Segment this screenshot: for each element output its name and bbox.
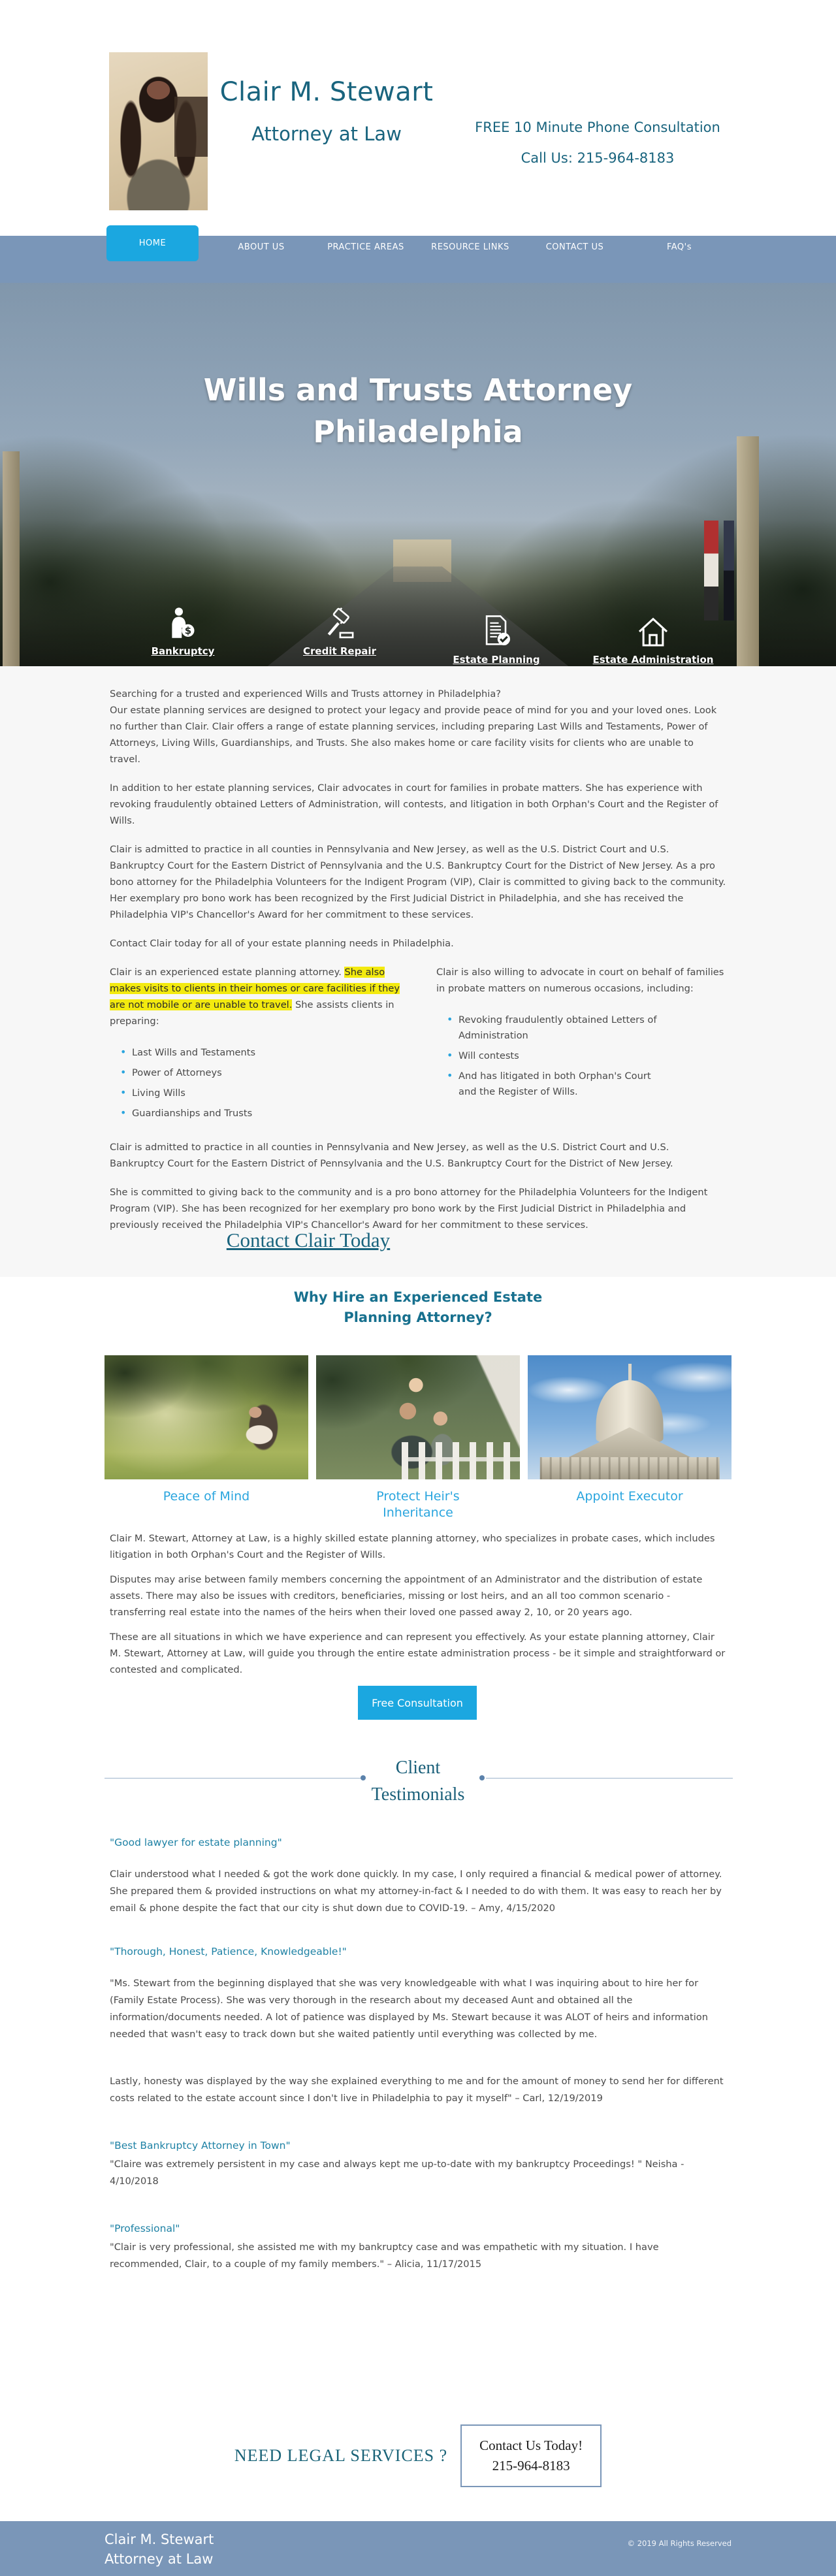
testimonial-body: Clair understood what I needed & got the work done quickly. In my case, I only required a financial & medical power of attorney. She prepared them & provided instructions on what my attorney-in-fact & I needed to do with them. It was easy to reach her by email & phone despite the fact that our city is shut down due to COVID-19. – Amy, 4/15/2020	[110, 1869, 722, 1914]
intro-section	[0, 666, 836, 1277]
card-caption: Appoint Executor	[576, 1489, 683, 1504]
why-paragraph-3: These are all situations in which we have experience and can represent you effectively. As your estate planning attorney, Clair M. Stewart, Attorney at Law, will guide you through the entire estate administration process - be it simple and straightforward or contested and complicated.	[110, 1632, 726, 1675]
services-left-after: She assists clients in preparing:	[110, 999, 394, 1027]
why-heading-line1: Why Hire an Experienced Estate	[293, 1289, 543, 1305]
nav-item-about-us[interactable]: ABOUT US	[238, 242, 285, 252]
capitol-pediment	[566, 1427, 692, 1458]
intro-paragraph-3: Clair is admitted to practice in all counties in Pennsylvania and New Jersey, as well as the U.S. District Court and U.S. Bankruptcy Court for the Eastern District of Pennsylvania and the U.S. Bankruptcy Court for the District of New Jersey. As a pro bono attorney for the Philadelphia Volunteers for the Indigent Program (VIP), Clair is committed to giving back to the community. Her exemplary pro bono work has been recognized by the First Judicial District in Philadelphia, and she has received the Philadelphia VIP's Chancellor's Award for her commitment to these services.	[110, 844, 726, 920]
hero	[0, 283, 836, 666]
house-icon	[635, 613, 671, 650]
quicklink-label: Estate Planning	[453, 654, 540, 666]
quicklink-label: Estate Administration	[592, 654, 714, 666]
card-protect-inheritance	[316, 1355, 520, 1521]
hero-title	[0, 369, 836, 453]
services-column-left	[110, 964, 405, 1126]
quicklink-label: Credit Repair	[303, 645, 376, 657]
nav-item-practice-areas[interactable]: PRACTICE AREAS	[327, 242, 404, 252]
quicklink-credit-repair[interactable]	[261, 605, 418, 657]
testimonial-body: Lastly, honesty was displayed by the way she explained everything to me and for the amount of money to send her for different costs related to the estate account since I don't live in Philadelphia to pay it myself" – Carl, 12/19/2019	[110, 2076, 724, 2104]
intro-paragraph-4: Contact Clair today for all of your estate planning needs in Philadelphia.	[110, 938, 454, 949]
contact-us-box[interactable]	[460, 2424, 602, 2487]
footer-name-line1: Clair M. Stewart	[104, 2532, 214, 2547]
testimonial-body: "Clair is very professional, she assisted me with my bankruptcy case and was empathetic with my situation. I have recommended, Clair, to a couple of my family members." – Alicia, 11/17/2015	[110, 2242, 659, 2270]
quicklink-bankruptcy[interactable]	[104, 605, 261, 657]
main-nav	[0, 225, 836, 283]
probate-lead-text: Clair is also willing to advocate in court on behalf of families in probate matters on numerous occasions, including:	[436, 967, 724, 994]
services-left-text	[110, 964, 405, 1029]
family-image	[316, 1355, 520, 1479]
bankruptcy-icon	[165, 605, 201, 641]
services-left-before: Clair is an experienced estate planning attorney.	[110, 967, 345, 978]
testimonials-list	[110, 1837, 726, 2302]
testimonials-section	[0, 1724, 836, 2391]
list-item: • Will contests	[436, 1048, 662, 1064]
testimonial-body: "Claire was extremely persistent in my case and always kept me up-to-date with my bankruptcy Proceedings! " Neisha - 4/10/2018	[110, 2159, 684, 2187]
list-item: • Living Wills	[110, 1086, 405, 1101]
nav-item-faqs[interactable]: FAQ's	[666, 242, 692, 252]
card-appoint-executor	[528, 1355, 732, 1521]
footer-name-line2: Attorney at Law	[104, 2551, 214, 2567]
header-title-block	[209, 0, 444, 145]
hero-pylon-right	[737, 436, 759, 666]
document-check-icon	[478, 613, 515, 650]
list-item: • Power of Attorneys	[110, 1065, 405, 1081]
testimonials-heading-line1: Client	[395, 1758, 441, 1778]
highlighted-text: She also makes visits to clients in their homes or care facilities if they are not mobile or are unable to travel.	[110, 967, 400, 1010]
quicklink-estate-administration[interactable]	[575, 613, 732, 666]
services-column-right	[436, 964, 726, 1126]
testimonial-body: "Ms. Stewart from the beginning displayed that she was very knowledgeable with what I was inquiring about to hire her for (Family Estate Process). She was very thorough in the research about my deceased Aunt and obtained all the information/documents needed. A lot of patience was displayed by Ms. Stewart because it was ALOT of heirs and information needed that wasn't easy to track down but she waited patiently until everything was collected by me.	[110, 1978, 708, 2040]
hero-pylon-left	[3, 451, 20, 666]
why-heading-line2: Planning Attorney?	[344, 1310, 492, 1325]
intro-paragraph-2: In addition to her estate planning services, Clair advocates in court for families in probate matters. She has experience with revoking fraudulently obtained Letters of Administration, will contests, and litigation in both Orphan's Court and the Register of Wills.	[110, 782, 718, 826]
hero-title-line2: Philadelphia	[313, 414, 523, 449]
intro-question: Searching for a trusted and experienced Wills and Trusts attorney in Philadelphia?	[110, 688, 502, 700]
quicklink-estate-planning[interactable]	[418, 613, 575, 666]
why-paragraph-2: Disputes may arise between family members concerning the appointment of an Administrator and the distribution of estate assets. There may also be issues with creditors, beneficiaries, missing or lost heirs, and an all too common scenario - transferring real estate into the names of the heirs when their loved one passed away 2, 10, or 20 years ago.	[110, 1574, 703, 1618]
card-peace-of-mind	[104, 1355, 308, 1521]
nav-item-contact-us[interactable]: CONTACT US	[545, 242, 604, 252]
services-list	[110, 1045, 405, 1121]
list-item: • Revoking fraudulently obtained Letters of Administration	[436, 1012, 662, 1044]
cta-box-phone: 215-964-8183	[492, 2458, 570, 2473]
services-columns	[110, 964, 726, 1126]
why-paragraphs	[110, 1530, 726, 1686]
picket-fence	[402, 1442, 520, 1479]
testimonial-title: "Best Bankruptcy Attorney in Town"	[110, 2140, 291, 2151]
cta-section	[0, 2391, 836, 2521]
site-footer	[0, 2521, 836, 2576]
cta-box-line1: Contact Us Today!	[479, 2438, 583, 2453]
intro-paragraph-6: She is committed to giving back to the community and is a pro bono attorney for the Philadelphia Volunteers for the Indigent Program (VIP). She has been recognized for her exemplary pro bono work by the First Judicial District in Philadelphia and previously received the Philadelphia VIP's Chancellor's Award for her commitment to these services.	[110, 1187, 708, 1231]
quicklink-label: Bankruptcy	[151, 645, 215, 657]
list-item: • And has litigated in both Orphan's Court and the Register of Wills.	[436, 1069, 662, 1100]
testimonials-heading	[0, 1754, 836, 1808]
footer-copyright: © 2019 All Rights Reserved	[627, 2539, 732, 2548]
header-phone: Call Us: 215-964-8183	[521, 150, 675, 166]
testimonial-title: "Good lawyer for estate planning"	[110, 1837, 282, 1848]
footer-name	[104, 2530, 214, 2576]
intro-paragraph-1-text: Our estate planning services are designed to protect your legacy and provide peace of mind for you and your loved ones. Look no further than Clair. Clair offers a range of estate planning services, including preparing Last Wills and Testaments, Power of Attorneys, Living Wills, Guardianships, and Trusts. She also makes home or care facility visits for clients who are unable to travel.	[110, 705, 717, 765]
why-cards	[104, 1355, 732, 1521]
site-header	[0, 0, 836, 225]
nav-item-resource-links[interactable]: RESOURCE LINKS	[431, 242, 509, 252]
why-section	[0, 1277, 836, 1724]
hero-quicklinks	[104, 605, 732, 666]
attorney-photo	[109, 52, 208, 210]
testimonial-title: "Thorough, Honest, Patience, Knowledgeable!"	[110, 1946, 347, 1957]
peace-of-mind-image	[104, 1355, 308, 1479]
cta-prompt: NEED LEGAL SERVICES ?	[234, 2446, 448, 2465]
contact-clair-link[interactable]: Contact Clair Today	[226, 1229, 391, 1251]
list-item: • Guardianships and Trusts	[110, 1106, 405, 1121]
gavel-icon	[321, 605, 358, 641]
testimonials-heading-line2: Testimonials	[371, 1784, 465, 1805]
nav-item-home[interactable]: HOME	[106, 225, 199, 261]
probate-list	[436, 1012, 662, 1100]
why-heading	[0, 1287, 836, 1328]
free-consultation-button[interactable]: Free Consultation	[358, 1686, 477, 1720]
intro-paragraph-1	[110, 686, 726, 767]
testimonial-title: "Professional"	[110, 2223, 180, 2234]
site-subtitle: Attorney at Law	[251, 123, 402, 145]
capitol-base	[540, 1457, 720, 1479]
contact-clair-wrap	[0, 1229, 617, 1252]
header-promo-block	[431, 0, 764, 166]
card-caption: Protect Heir's Inheritance	[376, 1489, 460, 1520]
free-consultation-text: FREE 10 Minute Phone Consultation	[475, 120, 720, 135]
site-title: Clair M. Stewart	[219, 77, 434, 107]
intro-paragraph-5: Clair is admitted to practice in all counties in Pennsylvania and New Jersey, as well as the U.S. District Court and U.S. Bankruptcy Court for the Eastern District of Pennsylvania and the U.S. Bankruptcy Court for the District of New Jersey.	[110, 1142, 673, 1169]
list-item: • Last Wills and Testaments	[110, 1045, 405, 1061]
svg-text:$: $	[184, 624, 192, 637]
capitol-image	[528, 1355, 732, 1479]
why-paragraph-1: Clair M. Stewart, Attorney at Law, is a highly skilled estate planning attorney, who specializes in probate cases, which includes litigation in both Orphan's Court and the Register of Wills.	[110, 1533, 715, 1560]
card-caption: Peace of Mind	[163, 1489, 250, 1504]
hero-title-line1: Wills and Trusts Attorney	[203, 372, 633, 408]
